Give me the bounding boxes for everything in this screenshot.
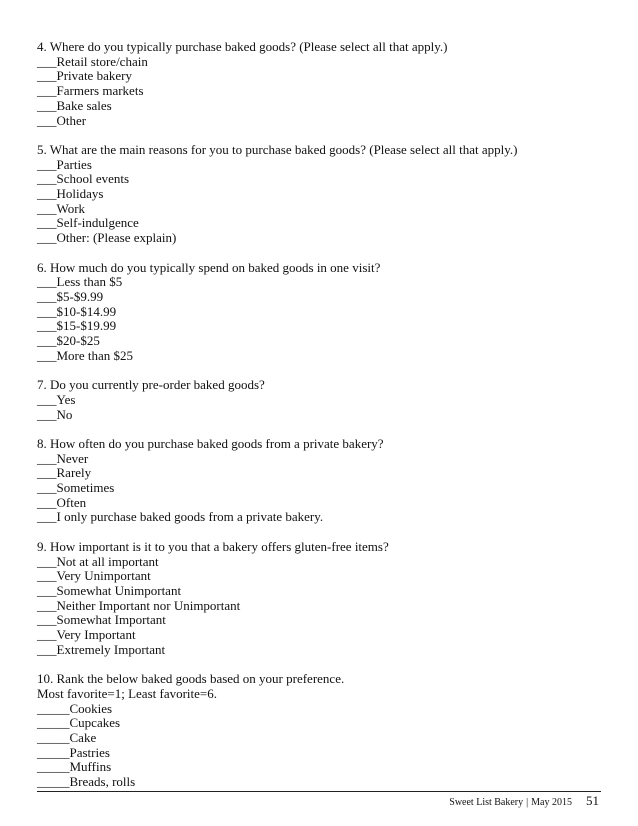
answer-option: ___Farmers markets (37, 83, 144, 99)
answer-option: ___Private bakery (37, 68, 132, 84)
answer-option: _____Muffins (37, 759, 112, 775)
answer-option: ___Other: (Please explain) (37, 230, 177, 246)
answer-option: _____Cookies (37, 700, 113, 716)
answer-option: ___Other (37, 112, 87, 128)
answer-option: ___Bake sales (37, 97, 112, 113)
question-prompt: 5. What are the main reasons for you to purchase baked goods? (Please select all that apply.) (37, 141, 518, 157)
question-block (37, 261, 617, 364)
answer-option: ___Holidays (37, 186, 104, 202)
answer-option: ___No (37, 406, 73, 422)
answer-option: ___$10-$14.99 (37, 303, 117, 319)
answer-option: ___Somewhat Important (37, 612, 166, 628)
answer-option: ___Very Unimportant (37, 568, 151, 584)
question-block (37, 672, 617, 790)
footer-separator: | (526, 797, 529, 808)
question-prompt: 4. Where do you typically purchase baked goods? (Please select all that apply.) (37, 39, 448, 54)
answer-option: ___More than $25 (37, 347, 134, 363)
question-block (37, 143, 617, 246)
answer-option: ___Very Important (37, 627, 136, 643)
answer-option: ___Self-indulgence (37, 215, 139, 231)
footer-rule (37, 791, 601, 792)
answer-option: ___Often (37, 494, 87, 510)
answer-option: ___Extremely Important (37, 641, 166, 657)
answer-option: ___Sometimes (37, 480, 115, 496)
answer-option: ___Parties (37, 156, 92, 172)
question-block (37, 540, 617, 658)
answer-option: _____Cake (37, 729, 97, 745)
answer-option: ___Rarely (37, 465, 92, 481)
answer-option: _____Breads, rolls (37, 774, 136, 790)
footer-date: May 2015 (531, 797, 572, 808)
question-prompt: 7. Do you currently pre-order baked goods? (37, 377, 265, 393)
question-prompt: 6. How much do you typically spend on baked goods in one visit? (37, 259, 381, 275)
answer-option: ___$20-$25 (37, 333, 100, 349)
answer-option: ___I only purchase baked goods from a private bakery. (37, 509, 324, 525)
page-footer (449, 794, 599, 810)
answer-option: _____Cupcakes (37, 715, 121, 731)
answer-option: ___Yes (37, 391, 76, 407)
answer-option: ___Retail store/chain (37, 53, 148, 69)
answer-option: _____Pastries (37, 744, 110, 760)
footer-company: Sweet List Bakery (449, 797, 524, 808)
question-prompt: 10. Rank the below baked goods based on your preference. (37, 671, 345, 687)
question-block (37, 40, 617, 128)
answer-option: ___School events (37, 171, 130, 187)
answer-option: ___Somewhat Unimportant (37, 582, 182, 598)
question-block (37, 378, 617, 422)
answer-option: ___Not at all important (37, 553, 159, 569)
question-note: Most favorite=1; Least favorite=6. (37, 685, 218, 701)
page-number: 51 (586, 793, 599, 808)
question-block (37, 437, 617, 525)
answer-option: ___Neither Important nor Unimportant (37, 597, 241, 613)
answer-option: ___Never (37, 450, 89, 466)
survey-questions (37, 40, 617, 804)
answer-option: ___$5-$9.99 (37, 288, 104, 304)
answer-option: ___Work (37, 200, 86, 216)
question-prompt: 9. How important is it to you that a bakery offers gluten-free items? (37, 538, 389, 554)
answer-option: ___Less than $5 (37, 274, 123, 290)
question-prompt: 8. How often do you purchase baked goods from a private bakery? (37, 435, 384, 451)
answer-option: ___$15-$19.99 (37, 318, 117, 334)
